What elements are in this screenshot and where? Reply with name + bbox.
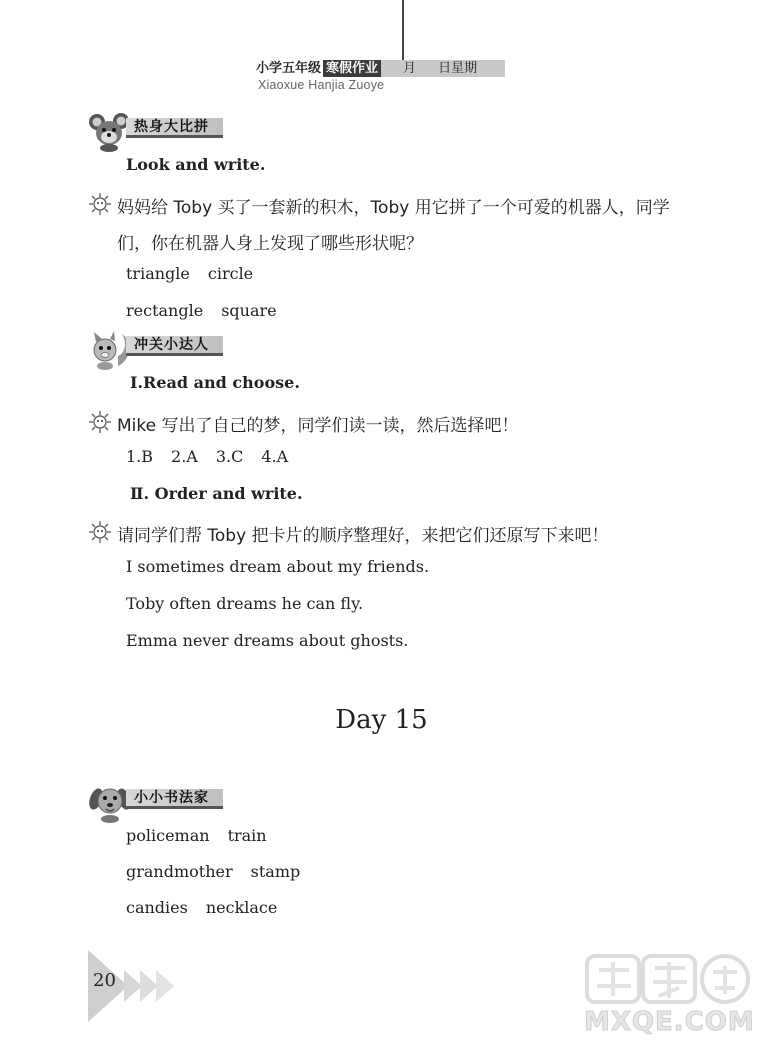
header-divider-line — [402, 0, 404, 60]
part1-prompt: Mike 写出了自己的梦，同学们读一读，然后选择吧！ — [117, 416, 519, 436]
part2-sentence: Emma never dreams about ghosts. — [126, 631, 409, 650]
calligraphy-word: train — [227, 826, 267, 845]
section1-instruction: Look and write. — [126, 155, 266, 174]
answer-choice: 1.B — [126, 447, 154, 466]
part2-sentence: I sometimes dream about my friends. — [126, 557, 430, 576]
calligraphy-row — [126, 898, 277, 917]
header-title: 寒假作业 — [323, 60, 381, 77]
section1-answers-row1 — [126, 264, 253, 283]
calligraphy-word: policeman — [126, 826, 210, 845]
sun-bullet-icon — [88, 192, 112, 216]
calligraphy-word: grandmother — [126, 862, 233, 881]
part2-prompt: 请同学们帮 Toby 把卡片的顺序整理好，来把它们还原写下来吧！ — [117, 526, 609, 546]
part2-title: Ⅱ. Order and write. — [130, 484, 303, 503]
section-banner-label: 冲关小达人 — [126, 336, 223, 356]
answer-word: circle — [207, 264, 254, 283]
section1-prompt-line2: 们，你在机器人身上发现了哪些形状呢？ — [117, 234, 423, 254]
page-number: 20 — [93, 970, 116, 991]
calligraphy-word: stamp — [250, 862, 301, 881]
calligraphy-word: necklace — [205, 898, 278, 917]
answer-choice: 3.C — [215, 447, 244, 466]
answer-choice: 4.A — [261, 447, 289, 466]
calligraphy-word: candies — [126, 898, 188, 917]
page-header — [256, 60, 505, 77]
answer-word: triangle — [126, 264, 190, 283]
section-banner-calligraphy — [88, 783, 258, 809]
sun-bullet-icon — [88, 410, 112, 434]
section-banner-warmup — [88, 112, 258, 138]
answer-word: rectangle — [126, 301, 204, 320]
answer-word: square — [221, 301, 277, 320]
calligraphy-row — [126, 826, 267, 845]
section-banner-challenge — [88, 330, 258, 356]
header-subtitle: Xiaoxue Hanjia Zuoye — [258, 78, 385, 92]
calligraphy-row — [126, 862, 300, 881]
section1-answers-row2 — [126, 301, 277, 320]
day-title: Day 15 — [335, 705, 428, 735]
section1-prompt-line1: 妈妈给 Toby 买了一套新的积木，Toby 用它拼了一个可爱的机器人，同学 — [117, 198, 670, 218]
part1-title: Ⅰ.Read and choose. — [130, 373, 300, 392]
part1-answers — [126, 447, 288, 466]
answer-choice: 2.A — [171, 447, 198, 466]
part2-sentence: Toby often dreams he can fly. — [126, 594, 364, 613]
section-banner-label: 热身大比拼 — [126, 118, 223, 138]
header-date-fields: 月 日星期 — [381, 60, 505, 77]
watermark-text: MXQE.COM — [584, 1007, 755, 1037]
sun-bullet-icon — [88, 520, 112, 544]
header-grade: 小学五年级 — [256, 61, 322, 76]
section-banner-label: 小小书法家 — [126, 789, 223, 809]
